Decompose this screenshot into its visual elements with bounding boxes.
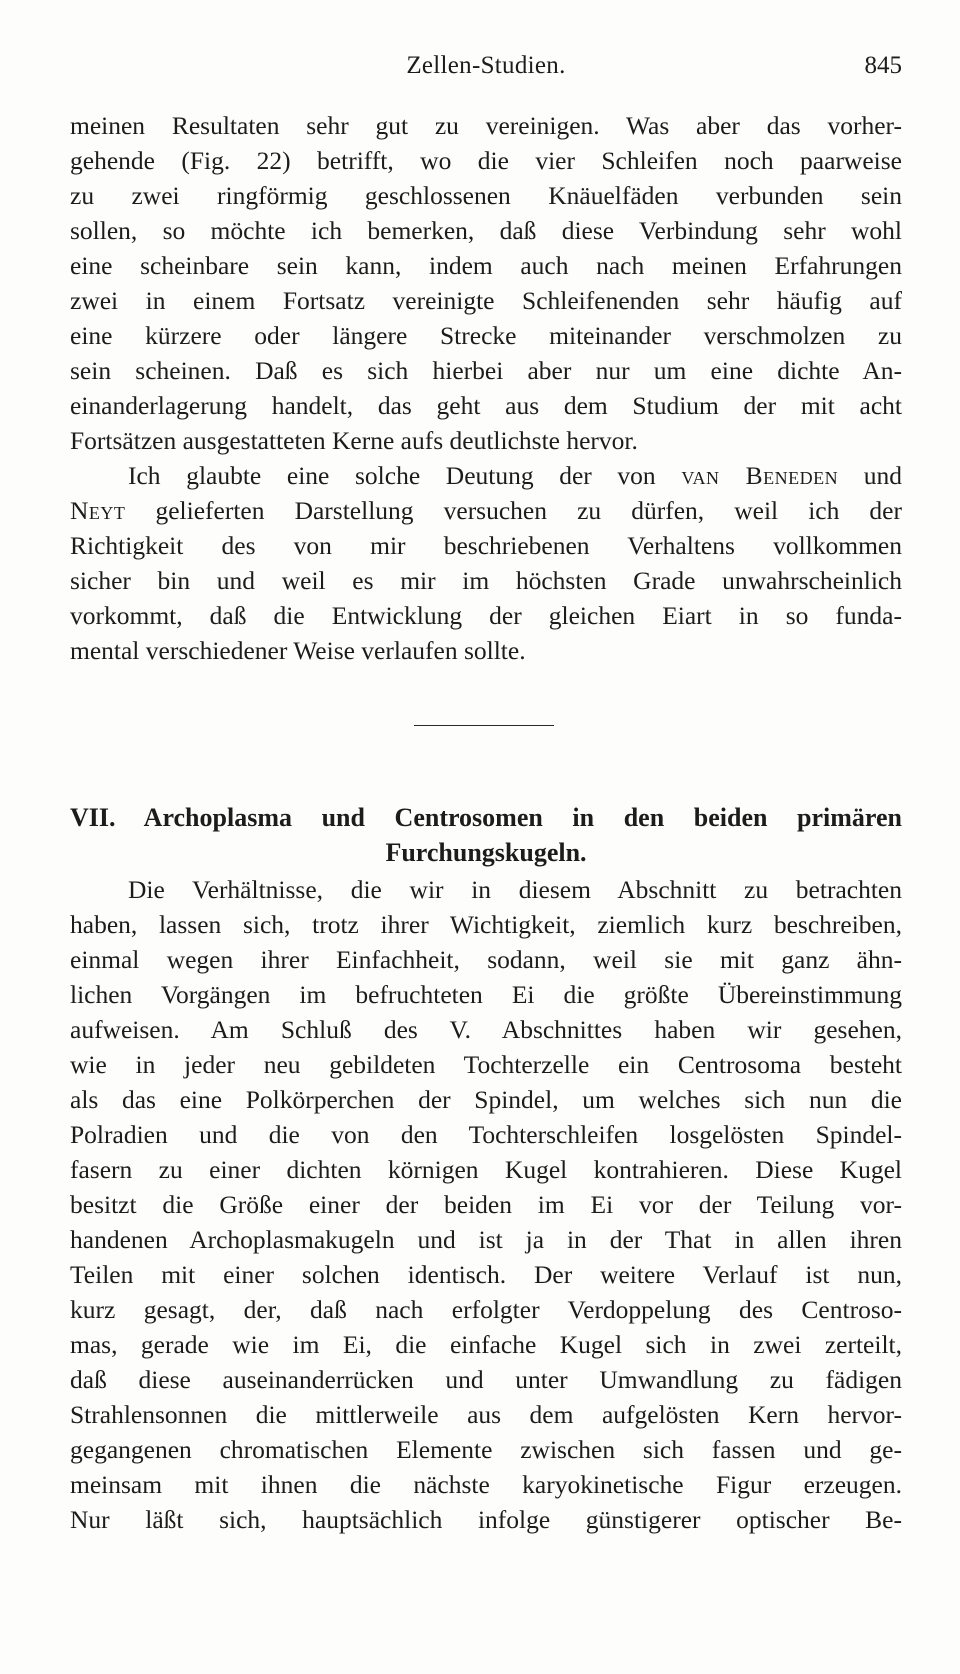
text-line: Die Verhältnisse, die wir in diesem Abschnitt zu betrachten (128, 875, 902, 904)
text-line: fasern zu einer dichten körnigen Kugel kontrahieren. Diese Kugel (70, 1155, 902, 1184)
text-line: besitzt die Größe einer der beiden im Ei vor der Teilung vor- (70, 1190, 902, 1219)
text-line: handenen Archoplasmakugeln und ist ja in der That in allen ihren (70, 1225, 902, 1254)
text-line: lichen Vorgängen im befruchteten Ei die größte Übereinstimmung (70, 980, 902, 1009)
text-line: daß diese auseinanderrücken und unter Umwandlung zu fädigen (70, 1365, 902, 1394)
section-heading-line: Furchungskugeln. (385, 838, 587, 867)
section-divider (414, 725, 554, 726)
text-line: Fortsätzen ausgestatteten Kerne aufs deutlichste hervor. (70, 426, 638, 455)
text-line: aufweisen. Am Schluß des V. Abschnittes haben wir gesehen, (70, 1015, 902, 1044)
section-heading (70, 800, 902, 870)
text-line: eine scheinbare sein kann, indem auch nach meinen Erfahrungen (70, 251, 902, 280)
text-line: meinen Resultaten sehr gut zu vereinigen. Was aber das vorher- (70, 111, 902, 140)
text-line: sein scheinen. Daß es sich hierbei aber nur um eine dichte An- (70, 356, 902, 385)
text-line: als das eine Polkörperchen der Spindel, um welches sich nun die (70, 1085, 902, 1114)
text-line (70, 458, 902, 493)
paragraph-section-vii (70, 872, 902, 1537)
text-line: einanderlagerung handelt, das geht aus dem Studium der mit acht (70, 391, 902, 420)
author-name-neyt: Neyt (70, 496, 126, 525)
running-head (70, 52, 902, 88)
text-line: gehende (Fig. 22) betrifft, wo die vier Schleifen noch paarweise (70, 146, 902, 175)
text-fragment: Ich glaubte eine solche Deutung der von (128, 461, 656, 490)
paragraph-interpretation (70, 458, 902, 668)
page-number: 845 (864, 52, 902, 79)
text-line (70, 493, 902, 528)
text-line: sicher bin und weil es mir im höchsten Grade unwahrscheinlich (70, 566, 902, 595)
text-line: eine kürzere oder längere Strecke miteinander verschmolzen zu (70, 321, 902, 350)
text-line: haben, lassen sich, trotz ihrer Wichtigkeit, ziemlich kurz beschreiben, (70, 910, 902, 939)
paragraph-continuation (70, 108, 902, 458)
text-line: gegangenen chromatischen Elemente zwischen sich fassen und ge- (70, 1435, 902, 1464)
text-line: Richtigkeit des von mir beschriebenen Verhaltens vollkommen (70, 531, 902, 560)
text-line: zwei in einem Fortsatz vereinigte Schleifenenden sehr häufig auf (70, 286, 902, 315)
author-name-van-beneden: van Beneden (681, 461, 839, 490)
text-line: Teilen mit einer solchen identisch. Der weitere Verlauf ist nun, (70, 1260, 902, 1289)
text-line: mas, gerade wie im Ei, die einfache Kugel sich in zwei zerteilt, (70, 1330, 902, 1359)
text-line: zu zwei ringförmig geschlossenen Knäuelfäden verbunden sein (70, 181, 902, 210)
text-line: Nur läßt sich, hauptsächlich infolge günstigerer optischer Be- (70, 1505, 902, 1534)
text-fragment: gelieferten Darstellung versuchen zu dürfen, weil ich der (155, 496, 902, 525)
text-line: wie in jeder neu gebildeten Tochterzelle ein Centrosoma besteht (70, 1050, 902, 1079)
text-line: mental verschiedener Weise verlaufen sollte. (70, 636, 526, 665)
text-line: sollen, so möchte ich bemerken, daß diese Verbindung sehr wohl (70, 216, 902, 245)
running-title: Zellen-Studien. (406, 52, 566, 79)
text-line: meinsam mit ihnen die nächste karyokinetische Figur erzeugen. (70, 1470, 902, 1499)
text-line: kurz gesagt, der, daß nach erfolgter Verdoppelung des Centroso- (70, 1295, 902, 1324)
text-line: Strahlensonnen die mittlerweile aus dem aufgelösten Kern hervor- (70, 1400, 902, 1429)
text-fragment: und (863, 461, 903, 490)
text-line: vorkommt, daß die Entwicklung der gleichen Eiart in so funda- (70, 601, 902, 630)
text-line: Polradien und die von den Tochterschleifen losgelösten Spindel- (70, 1120, 902, 1149)
section-heading-line: VII. Archoplasma und Centrosomen in den beiden primären (70, 803, 902, 832)
text-line: einmal wegen ihrer Einfachheit, sodann, weil sie mit ganz ähn- (70, 945, 902, 974)
